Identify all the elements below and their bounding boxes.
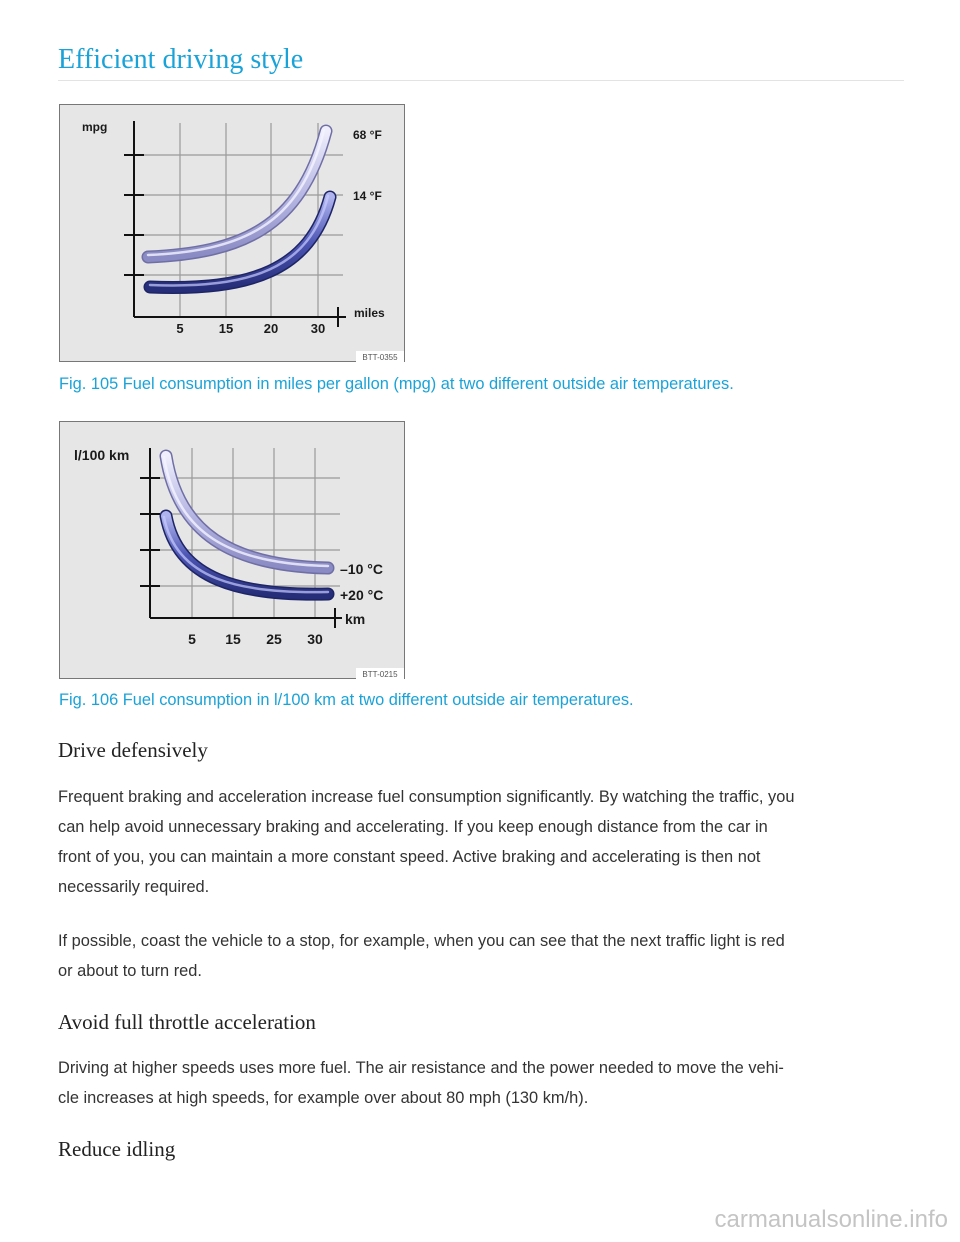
- x-axis-unit: miles: [354, 306, 385, 320]
- x-tick-label: 30: [307, 631, 323, 647]
- title-divider: [58, 80, 904, 81]
- paragraph-line: If possible, coast the vehicle to a stop, for example, when you can see that the next traffic light is red: [58, 932, 785, 950]
- figure-106-caption: Fig. 106 Fuel consumption in l/100 km at two different outside air temperatures.: [59, 691, 634, 709]
- curve-68F: [148, 130, 326, 257]
- series-label-14F: 14 °F: [353, 189, 382, 203]
- figure-code: BTT-0215: [362, 670, 398, 679]
- paragraph: [58, 782, 918, 902]
- y-axis-label: mpg: [82, 120, 108, 134]
- paragraph-line: or about to turn red.: [58, 962, 202, 980]
- paragraph-line: can help avoid unnecessary braking and accelerating. If you keep enough distance from the car in: [58, 818, 768, 836]
- section-heading-drive-defensively: Drive defensively: [58, 738, 208, 762]
- section-heading-reduce-idling: Reduce idling: [58, 1137, 176, 1161]
- x-tick-label: 5: [176, 321, 184, 336]
- paragraph-line: front of you, you can maintain a more constant speed. Active braking and accelerating is then not: [58, 848, 761, 866]
- watermark: carmanualsonline.info: [714, 1206, 948, 1233]
- figure-106-illustration: [59, 421, 405, 679]
- series-label-plus20C: +20 °C: [340, 587, 384, 603]
- paragraph-line: Driving at higher speeds uses more fuel. The air resistance and the power needed to move the vehi-: [58, 1059, 784, 1077]
- x-axis-unit: km: [345, 611, 366, 627]
- series-label-minus10C: –10 °C: [340, 561, 383, 577]
- page-title: Efficient driving style: [58, 44, 304, 75]
- figure-105-illustration: [59, 104, 405, 362]
- y-axis-label: l/100 km: [74, 447, 130, 463]
- x-tick-label: 20: [263, 321, 279, 336]
- paragraph: [58, 1053, 918, 1113]
- x-tick-label: 30: [310, 321, 326, 336]
- figure-code: BTT-0355: [362, 353, 398, 362]
- series-label-68F: 68 °F: [353, 128, 382, 142]
- x-tick-label: 15: [218, 321, 234, 336]
- paragraph-line: cle increases at high speeds, for example over about 80 mph (130 km/h).: [58, 1089, 589, 1107]
- paragraph-line: necessarily required.: [58, 878, 210, 896]
- section-heading-avoid-full-throttle: Avoid full throttle acceleration: [58, 1010, 316, 1034]
- x-tick-label: 25: [266, 631, 282, 647]
- figure-105-caption: Fig. 105 Fuel consumption in miles per gallon (mpg) at two different outside air temperatures.: [59, 375, 734, 393]
- x-tick-label: 5: [188, 631, 196, 647]
- paragraph: [58, 926, 918, 986]
- paragraph-line: Frequent braking and acceleration increase fuel consumption significantly. By watching the traffic, you: [58, 788, 795, 806]
- x-tick-label: 15: [225, 631, 241, 647]
